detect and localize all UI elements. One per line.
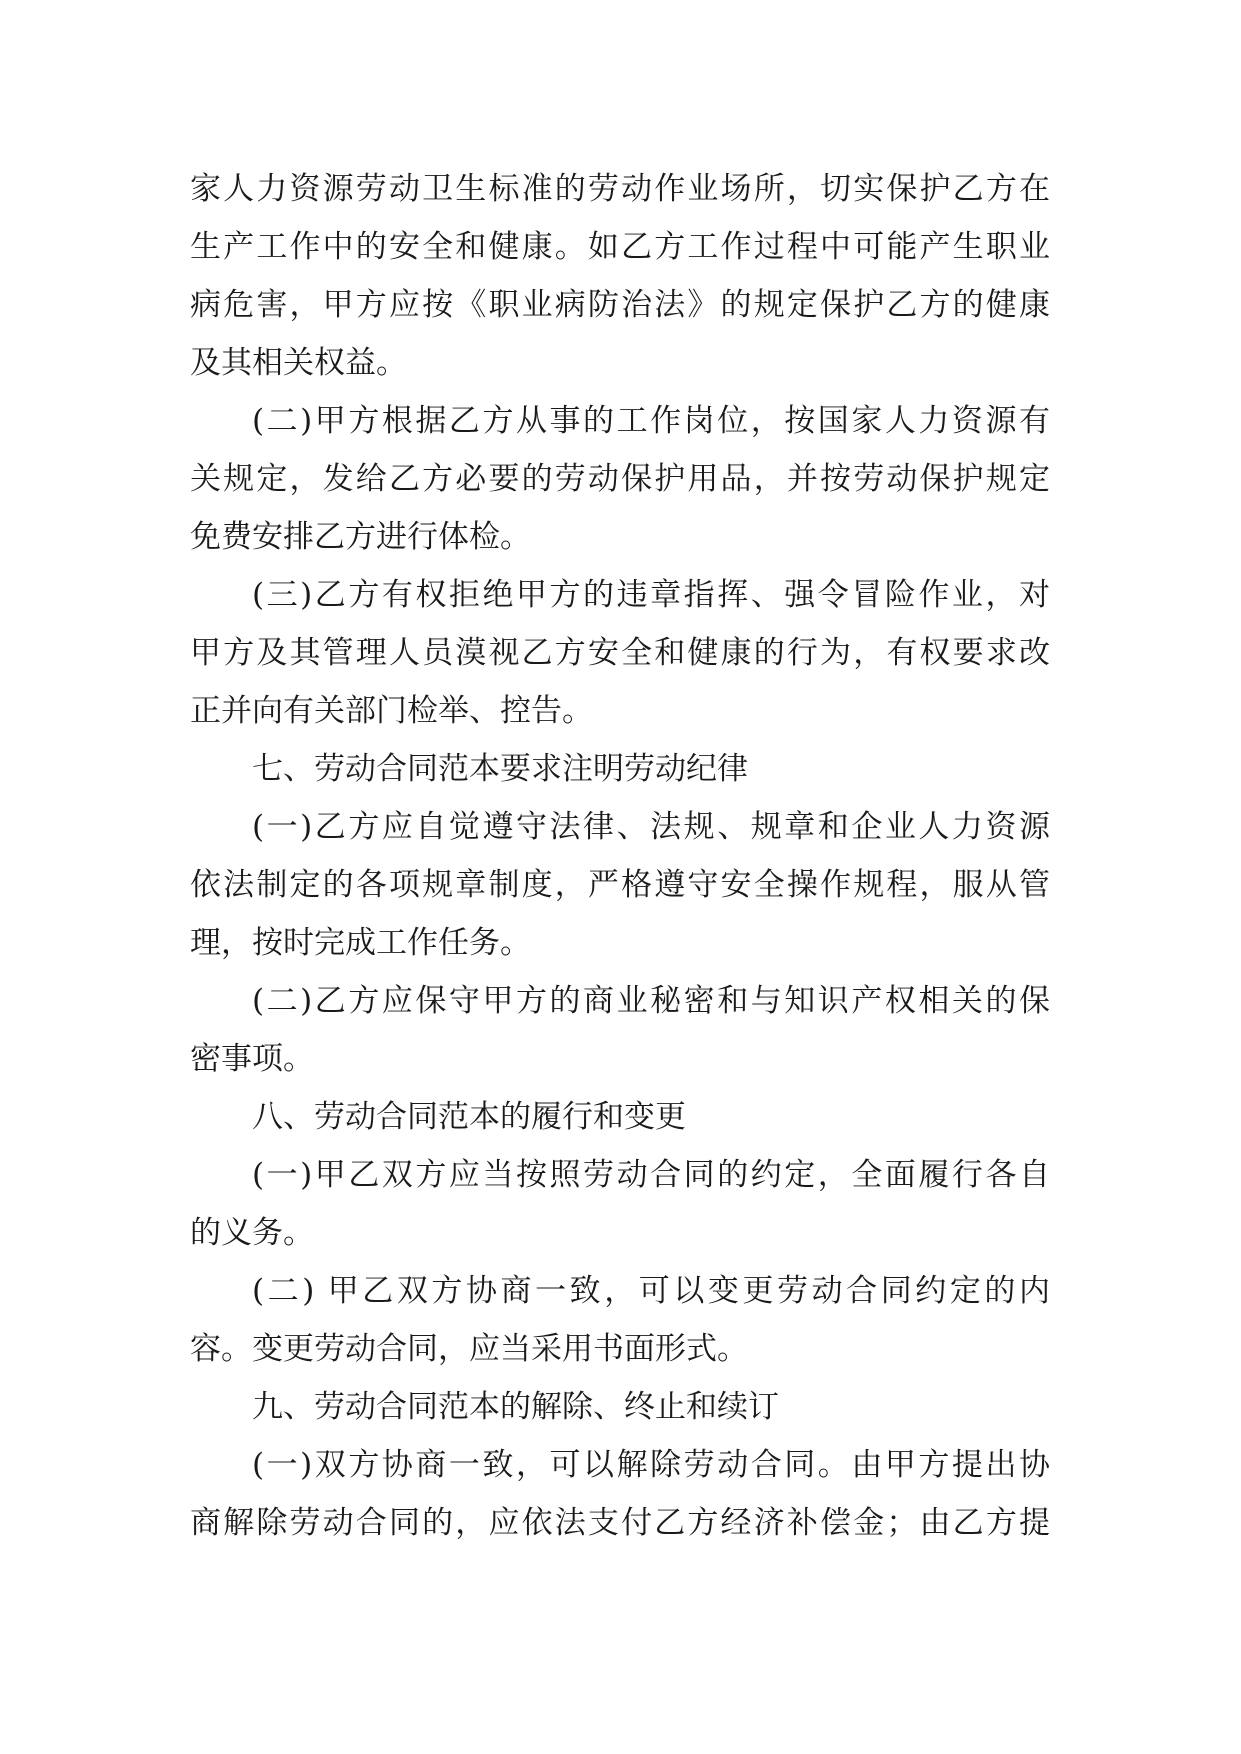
text-line: 商解除劳动合同的，应依法支付乙方经济补偿金；由乙方提 — [190, 1505, 1050, 1541]
text-line: 甲方及其管理人员漠视乙方安全和健康的行为，有权要求改 — [190, 635, 1050, 671]
text-line: (一)甲乙双方应当按照劳动合同的约定，全面履行各自 — [252, 1157, 1050, 1193]
text-line: 病危害，甲方应按《职业病防治法》的规定保护乙方的健康 — [190, 287, 1050, 323]
text-line: 及其相关权益。 — [190, 345, 407, 381]
text-line: (一)乙方应自觉遵守法律、法规、规章和企业人力资源 — [252, 809, 1050, 845]
text-line: (二) 甲乙双方协商一致，可以变更劳动合同约定的内 — [252, 1273, 1050, 1309]
text-line: 的义务。 — [190, 1215, 314, 1251]
text-line: 容。变更劳动合同，应当采用书面形式。 — [190, 1331, 748, 1367]
text-line: (一)双方协商一致，可以解除劳动合同。由甲方提出协 — [252, 1447, 1050, 1483]
text-line: 免费安排乙方进行体检。 — [190, 519, 531, 555]
text-line: 家人力资源劳动卫生标准的劳动作业场所，切实保护乙方在 — [190, 171, 1050, 207]
text-line: 关规定，发给乙方必要的劳动保护用品，并按劳动保护规定 — [190, 461, 1050, 497]
text-line: 生产工作中的安全和健康。如乙方工作过程中可能产生职业 — [190, 229, 1050, 265]
section-heading: 九、劳动合同范本的解除、终止和续订 — [252, 1389, 779, 1425]
text-line: 正并向有关部门检举、控告。 — [190, 693, 593, 729]
text-line: (二)乙方应保守甲方的商业秘密和与知识产权相关的保 — [252, 983, 1050, 1019]
text-line: 依法制定的各项规章制度，严格遵守安全操作规程，服从管 — [190, 867, 1050, 903]
text-line: 理，按时完成工作任务。 — [190, 925, 531, 961]
text-line: 密事项。 — [190, 1041, 314, 1077]
document-body — [190, 160, 1050, 1552]
section-heading: 八、劳动合同范本的履行和变更 — [252, 1099, 686, 1135]
text-line: (三)乙方有权拒绝甲方的违章指挥、强令冒险作业，对 — [252, 577, 1050, 613]
text-line: (二)甲方根据乙方从事的工作岗位，按国家人力资源有 — [252, 403, 1050, 439]
section-heading: 七、劳动合同范本要求注明劳动纪律 — [252, 751, 748, 787]
